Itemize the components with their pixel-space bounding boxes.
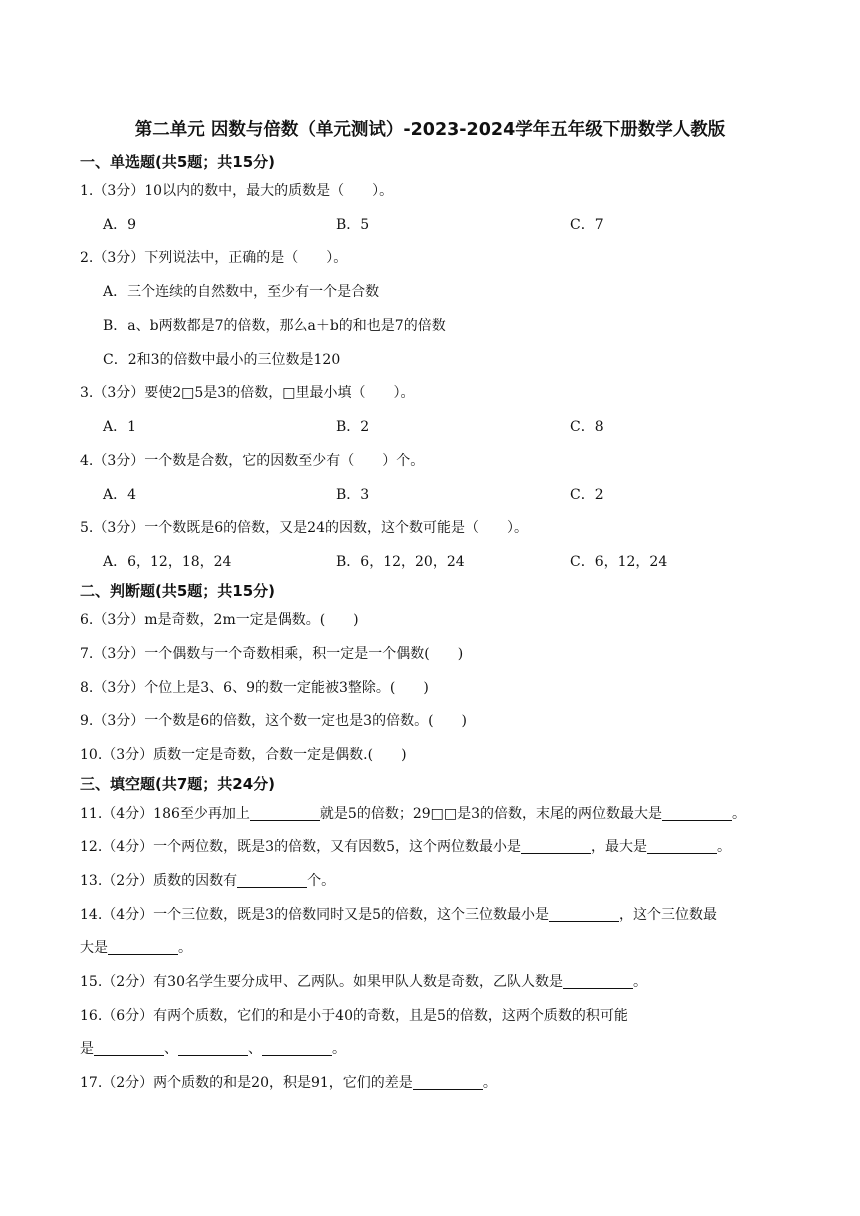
q13-text-1: 13.（2分）质数的因数有: [80, 873, 238, 889]
q11-text-1: 11.（4分）186至少再加上: [80, 806, 250, 822]
question-17: [80, 1072, 497, 1092]
q3-option-a: A．1: [103, 419, 137, 435]
question-6: 6.（3分）m是奇数，2m一定是偶数。( ): [80, 612, 359, 628]
q11-text-2: 就是5的倍数；29□□是3的倍数，末尾的两位数最大是: [319, 806, 662, 822]
answer-blank: [108, 940, 178, 955]
q5-option-b: B．6，12，20，24: [336, 554, 465, 570]
page-title: 第二单元 因数与倍数（单元测试）-2023-2024学年五年级下册数学人教版: [134, 120, 726, 140]
question-4: 4.（3分）一个数是合数，它的因数至少有（ ）个。: [80, 453, 425, 469]
answer-blank: [178, 1041, 248, 1056]
q16-text-2: 是: [80, 1041, 94, 1057]
question-2: 2.（3分）下列说法中，正确的是（ ）。: [80, 250, 348, 266]
q16-separator: 、: [164, 1041, 178, 1057]
q14-text-1: 14.（4分）一个三位数，既是3的倍数同时又是5的倍数，这个三位数最小是: [80, 907, 549, 923]
question-15: [80, 971, 647, 991]
question-13: [80, 870, 335, 890]
question-8: 8.（3分）个位上是3、6、9的数一定能被3整除。( ): [80, 680, 429, 696]
question-7: 7.（3分）一个偶数与一个奇数相乘，积一定是一个偶数( ): [80, 646, 464, 662]
q2-option-c: C．2和3的倍数中最小的三位数是120: [103, 352, 341, 368]
q15-text-2: 。: [633, 974, 647, 990]
q17-text-1: 17.（2分）两个质数的和是20，积是91，它们的差是: [80, 1075, 413, 1091]
q5-option-a: A．6，12，18，24: [103, 554, 232, 570]
q5-option-c: C．6，12，24: [570, 554, 668, 570]
q16-text-end: 。: [332, 1041, 346, 1057]
answer-blank: [521, 839, 591, 854]
q15-text-1: 15.（2分）有30名学生要分成甲、乙两队。如果甲队人数是奇数，乙队人数是: [80, 974, 563, 990]
section-heading-true-false: 二、判断题(共5题；共15分): [80, 582, 276, 600]
q3-option-b: B．2: [336, 419, 370, 435]
answer-blank: [647, 839, 717, 854]
question-14-line-2: [80, 937, 192, 957]
answer-blank: [262, 1041, 332, 1056]
q17-text-2: 。: [482, 1075, 497, 1091]
section-heading-fill-blank: 三、填空题(共7题；共24分): [80, 775, 276, 793]
answer-blank: [662, 806, 732, 821]
q11-text-3: 。: [732, 806, 746, 822]
question-16: 16.（6分）有两个质数，它们的和是小于40的奇数，且是5的倍数，这两个质数的积可能: [80, 1008, 628, 1024]
answer-blank: [250, 806, 320, 821]
section-heading-single-choice: 一、单选题(共5题；共15分): [80, 153, 276, 171]
answer-blank: [237, 873, 307, 888]
question-5: 5.（3分）一个数既是6的倍数，又是24的因数，这个数可能是（ ）。: [80, 520, 528, 536]
question-9: 9.（3分）一个数是6的倍数，这个数一定也是3的倍数。( ): [80, 713, 468, 729]
q4-option-a: A．4: [103, 487, 137, 503]
question-12: [80, 836, 731, 856]
q1-option-c: C．7: [570, 217, 604, 233]
q14-text-4: 。: [178, 940, 192, 956]
answer-blank: [94, 1041, 164, 1056]
question-16-line-2: [80, 1038, 346, 1058]
answer-blank: [413, 1075, 483, 1090]
q1-option-b: B．5: [336, 217, 370, 233]
q12-text-2: ，最大是: [591, 839, 647, 855]
q14-text-2: ，这个三位数最: [619, 907, 717, 923]
q4-option-c: C．2: [570, 487, 604, 503]
question-14: [80, 904, 717, 924]
q2-option-a: A．三个连续的自然数中，至少有一个是合数: [103, 284, 380, 300]
q14-text-3: 大是: [80, 940, 108, 956]
q13-text-2: 个。: [307, 873, 336, 889]
q2-option-b: B．a、b两数都是7的倍数，那么a＋b的和也是7的倍数: [103, 318, 446, 334]
answer-blank: [563, 974, 633, 989]
question-10: 10.（3分）质数一定是奇数，合数一定是偶数.( ): [80, 747, 407, 763]
q16-separator: 、: [248, 1041, 262, 1057]
answer-blank: [549, 907, 619, 922]
q12-text-1: 12.（4分）一个两位数，既是3的倍数，又有因数5，这个两位数最小是: [80, 839, 521, 855]
q1-option-a: A．9: [103, 217, 137, 233]
question-11: [80, 803, 746, 823]
q3-option-c: C．8: [570, 419, 604, 435]
question-1: 1.（3分）10以内的数中，最大的质数是（ ）。: [80, 183, 394, 199]
q4-option-b: B．3: [336, 487, 370, 503]
question-3: 3.（3分）要使2□5是3的倍数，□里最小填（ ）。: [80, 385, 415, 401]
q12-text-3: 。: [717, 839, 731, 855]
